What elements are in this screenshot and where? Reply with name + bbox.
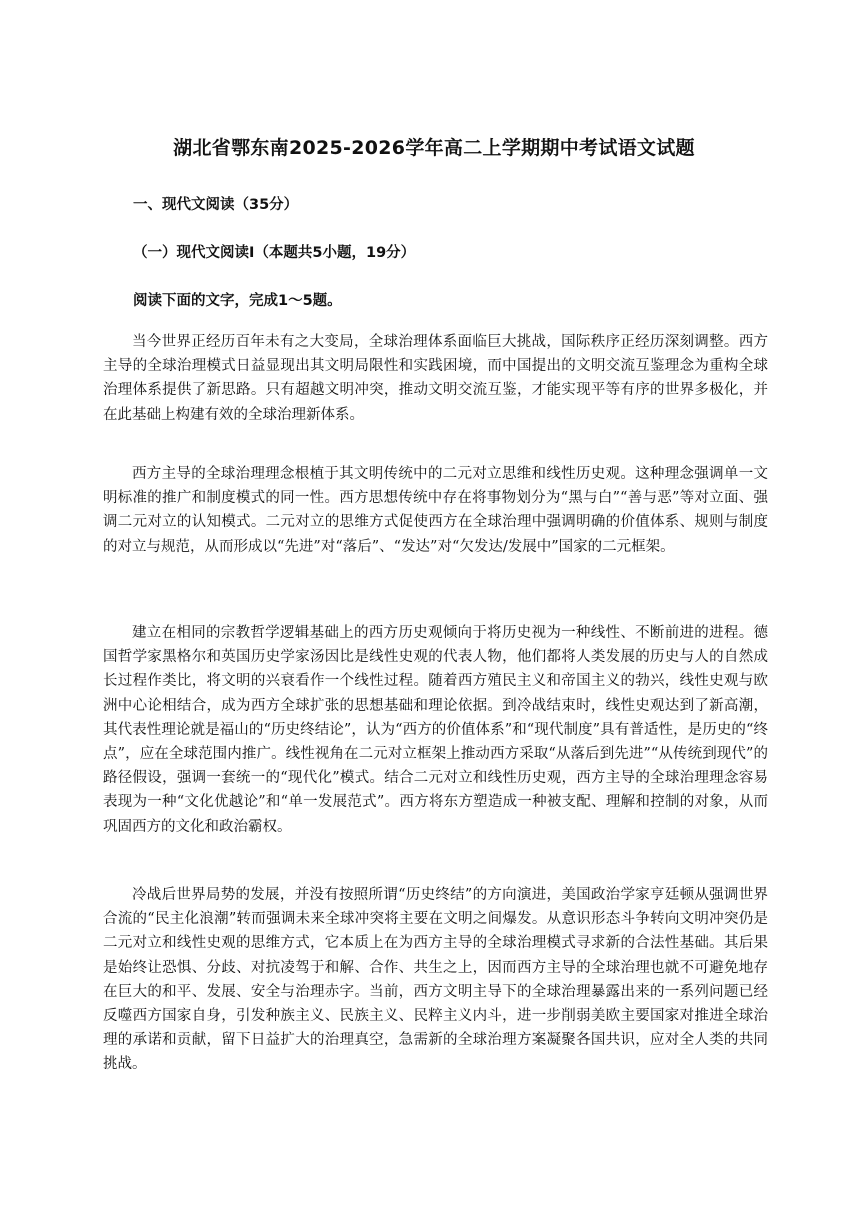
paragraph-2: 西方主导的全球治理理念根植于其文明传统中的二元对立思维和线性历史观。这种理念强调单一文明标准的推广和制度模式的同一性。西方思想传统中存在将事物划分为“黑与白”“善与恶”等对立面、强调二元对立的认知模式。二元对立的思维方式促使西方在全球治理中强调明确的价值体系、规则与制度的对立与规范，从而形成以“先进”对“落后”、“发达”对“欠发达/发展中”国家的二元框架。: [103, 466, 768, 555]
paragraph-3: 建立在相同的宗教哲学逻辑基础上的西方历史观倾向于将历史视为一种线性、不断前进的进程。德国哲学家黑格尔和英国历史学家汤因比是线性史观的代表人物，他们都将人类发展的历史与人的自然成长过程作类比，将文明的兴衰看作一个线性过程。随着西方殖民主义和帝国主义的勃兴，线性史观与欧洲中心论相结合，成为西方全球扩张的思想基础和理论依据。到冷战结束时，线性史观达到了新高潮，其代表性理论就是福山的“历史终结论”，认为“西方的价值体系”和“现代制度”具有普适性，是历史的“终点”，应在全球范围内推广。线性视角在二元对立框架上推动西方采取“从落后到先进”“从传统到现代”的路径假设，强调一套统一的“现代化”模式。结合二元对立和线性历史观，西方主导的全球治理理念容易表现为一种“文化优越论”和“单一发展范式”。西方将东方塑造成一种被支配、理解和控制的对象，从而巩固西方的文化和政治霸权。: [103, 625, 768, 835]
paragraph-1: 当今世界正经历百年未有之大变局，全球治理体系面临巨大挑战，国际秩序正经历深刻调整。西方主导的全球治理模式日益显现出其文明局限性和实践困境，而中国提出的文明交流互鉴理念为重构全球治理体系提供了新思路。只有超越文明冲突，推动文明交流互鉴，才能实现平等有序的世界多极化，并在此基础上构建有效的全球治理新体系。: [103, 334, 768, 423]
reading-instruction: 阅读下面的文字，完成1～5题。: [133, 293, 342, 309]
section-heading: 一、现代文阅读（35分）: [133, 197, 299, 213]
paragraph-4: 冷战后世界局势的发展，并没有按照所谓“历史终结”的方向演进，美国政治学家亨廷顿从强调世界合流的“民主化浪潮”转而强调未来全球冲突将主要在文明之间爆发。从意识形态斗争转向文明冲突仍是二元对立和线性史观的思维方式，它本质上在为西方主导的全球治理模式寻求新的合法性基础。其后果是始终让恐惧、分歧、对抗凌驾于和解、合作、共生之上，因而西方主导的全球治理也就不可避免地存在巨大的和平、发展、安全与治理赤字。当前，西方文明主导下的全球治理暴露出来的一系列问题已经反噬西方国家自身，引发种族主义、民族主义、民粹主义内斗，进一步削弱美欧主要国家对推进全球治理的承诺和贡献，留下日益扩大的治理真空，急需新的全球治理方案凝聚各国共识，应对全人类的共同挑战。: [103, 887, 768, 1073]
subsection-heading: （一）现代文阅读Ⅰ（本题共5小题，19分）: [133, 245, 416, 261]
page-title: 湖北省鄂东南2025-2026学年高二上学期期中考试语文试题: [173, 137, 695, 159]
